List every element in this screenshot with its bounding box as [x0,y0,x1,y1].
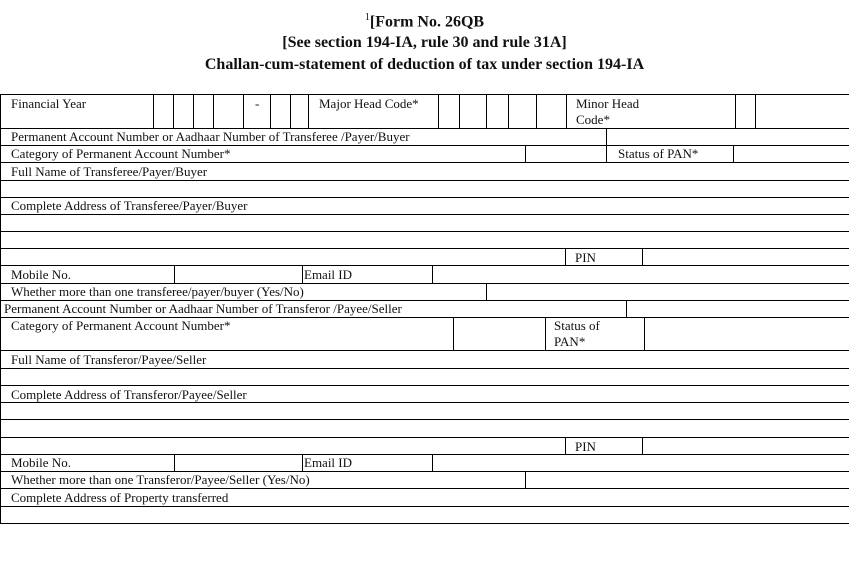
buyer-pin-field[interactable] [643,249,849,265]
major-head-code-digit-4[interactable] [509,95,536,128]
property-address-field[interactable] [1,507,849,523]
major-head-code-digit-1[interactable] [439,95,459,128]
financial-year-digit-6[interactable] [291,95,308,128]
seller-email-label: Email ID [304,455,353,470]
seller-pin-field[interactable] [643,438,849,454]
seller-name-label: Full Name of Transferor/Payee/Seller [11,352,207,367]
section-reference: [See section 194-IA, rule 30 and rule 31A] [282,34,567,51]
buyer-email-field[interactable] [433,266,849,283]
buyer-email-label: Email ID [304,267,353,282]
buyer-address-field[interactable] [1,215,849,248]
buyer-pan-category-field[interactable] [526,146,606,162]
seller-email-field[interactable] [433,455,849,471]
seller-pan-category-label: Category of Permanent Account Number* [11,318,231,333]
seller-mobile-label: Mobile No. [11,455,71,470]
seller-pan-field[interactable] [627,301,849,317]
minor-head-code-label: Code* [576,112,610,127]
buyer-address-label: Complete Address of Transferee/Payer/Buyer [11,198,248,213]
buyer-mobile-label: Mobile No. [11,267,71,282]
buyer-pan-label: Permanent Account Number or Aadhaar Number of Transferee /Payer/Buyer [11,129,410,144]
financial-year-dash: - [255,96,260,111]
major-head-code-digit-2[interactable] [460,95,486,128]
financial-year-digit-4[interactable] [214,95,243,128]
form-title: Challan-cum-statement of deduction of tax under section 194-IA [204,56,645,73]
financial-year-digit-3[interactable] [194,95,213,128]
seller-pan-status-field[interactable] [645,318,849,350]
financial-year-label: Financial Year [11,96,87,111]
buyer-pin-label: PIN [575,250,596,265]
financial-year-digit-5[interactable] [271,95,290,128]
seller-address-field[interactable] [1,403,849,437]
seller-multiple-field[interactable] [526,472,849,488]
seller-status-label-line2: PAN* [554,334,586,349]
major-head-code-label: Major Head Code* [319,96,419,111]
footnote-mark: 1 [364,12,370,23]
minor-head-code-digit-2[interactable] [756,95,849,128]
property-address-label: Complete Address of Property transferred [11,490,229,505]
seller-address-label: Complete Address of Transferor/Payee/Seller [11,387,247,402]
buyer-mobile-field[interactable] [175,266,302,283]
seller-mobile-field[interactable] [175,455,302,471]
buyer-pan-status-field[interactable] [734,146,849,162]
buyer-name-label: Full Name of Transferee/Payer/Buyer [11,164,208,179]
minor-head-code-digit-1[interactable] [736,95,755,128]
seller-pan-category-field[interactable] [454,318,545,350]
buyer-pan-field[interactable] [607,129,849,145]
buyer-pan-status-label: Status of PAN* [618,146,699,161]
buyer-multiple-label: Whether more than one transferee/payer/buyer (Yes/No) [11,284,304,299]
major-head-code-digit-3[interactable] [487,95,508,128]
buyer-multiple-field[interactable] [487,284,849,300]
seller-pin-label: PIN [575,439,596,454]
major-head-code-digit-5[interactable] [537,95,566,128]
financial-year-digit-1[interactable] [154,95,173,128]
buyer-pan-category-label: Category of Permanent Account Number* [11,146,231,161]
seller-status-label-line1: Status of [554,318,600,333]
financial-year-digit-2[interactable] [174,95,193,128]
seller-multiple-label: Whether more than one Transferor/Payee/Seller (Yes/No) [11,472,310,487]
seller-name-field[interactable] [1,369,849,385]
minor-head-label: Minor Head [576,96,640,111]
form-number: $^1$[Form No. 26QB [364,12,485,31]
seller-pan-label: Permanent Account Number or Aadhaar Number of Transferor /Payee/Seller [4,301,402,316]
buyer-name-field[interactable] [1,181,849,197]
